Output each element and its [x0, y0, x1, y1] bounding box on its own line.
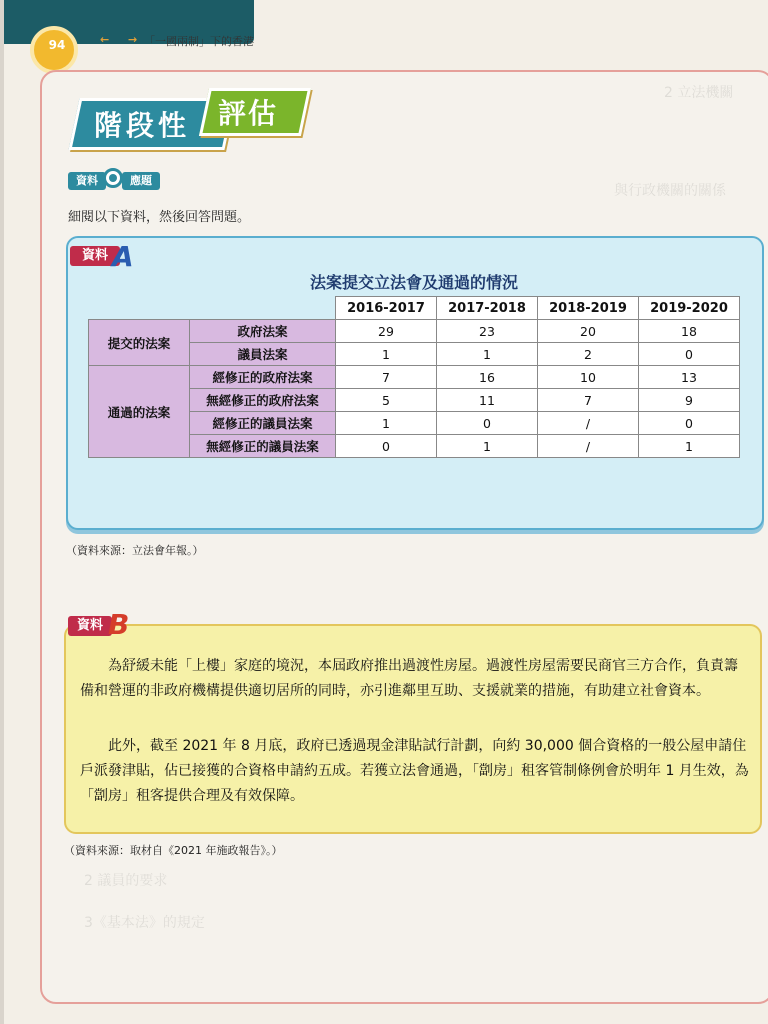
instruction-text: 細閱以下資料，然後回答問題。 [68, 210, 251, 225]
cell: 1 [437, 343, 538, 366]
cell: / [538, 412, 639, 435]
cell: 29 [336, 320, 437, 343]
breadcrumb: 「一國兩制」下的香港 [144, 35, 254, 48]
row-label: 無經修正的政府法案 [190, 389, 336, 412]
cell: 0 [437, 412, 538, 435]
cell: 2 [538, 343, 639, 366]
row-label: 議員法案 [190, 343, 336, 366]
material-a-label: 資料 [70, 246, 120, 266]
cell: 1 [336, 343, 437, 366]
material-b-letter: B [108, 608, 130, 641]
year-header: 2017-2018 [437, 297, 538, 320]
cell: / [538, 435, 639, 458]
group-passed: 通過的法案 [89, 366, 190, 458]
section-title-part2: 評估 [218, 97, 279, 130]
year-header: 2016-2017 [336, 297, 437, 320]
row-label: 無經修正的議員法案 [190, 435, 336, 458]
year-header: 2018-2019 [538, 297, 639, 320]
year-header: 2019-2020 [639, 297, 740, 320]
table-title: 法案提交立法會及通過的情況 [309, 273, 518, 292]
material-b-source: （資料來源：取材自《2021 年施政報告》。） [64, 844, 283, 857]
tag-yingti: 應題 [122, 172, 160, 190]
cell: 11 [437, 389, 538, 412]
arrow-right-icon: → [128, 33, 138, 46]
material-b-paragraph: 此外，截至 2021 年 8 月底，政府已透過現金津貼試行計劃，向約 30,000 個合資格的一般公屋申請住戶派發津貼，佔已接獲的合資格申請約五成。若獲立法會通過，「劏房」租客管制條例會於明年 1 月生效，為「劏房」租客提供合理及有效保障。 [80, 738, 749, 804]
material-a-letter: A [112, 240, 134, 273]
table-row [89, 366, 740, 389]
arrow-left-icon: ← [100, 33, 110, 46]
table-row [89, 320, 740, 343]
cell: 5 [336, 389, 437, 412]
cell: 1 [437, 435, 538, 458]
cell: 1 [639, 435, 740, 458]
cell: 10 [538, 366, 639, 389]
section-title-part1: 階段性 [94, 109, 191, 142]
material-b-label: 資料 [68, 616, 112, 636]
textbook-page: 94 ← → 「一國兩制」下的香港 2 立法機關 與行政機關的關係 階段性 評估 資料 應題 細閱以下資料，然後回答問題。 資料 A 法案提交立法會及通過的情況 2016-2017 2017-2018 2018-2019 2019-2020 提交的法案 政府法案 29 23 20 18 議員法案 1 1 2 0 通過的法案 經修正的政府法案 7 16 10 13 無經修正的政府法案 5 11 7 9 經修正的議員法案 1 0 / 0 無經修正的議員法案 0 1 / 1 （資料來源：立法會年報。） 資料 B 為舒緩未能「上樓」家庭的境況，本屆政府推出過渡性房屋。過渡性房屋需要民商官三方合作，負責籌備和營運的非政府機構提供適切居所的同時，亦引進鄰里互助、支援就業的措施，有助建立社會資本。 此外，截至 2021 年 8 月底，政府已透過現金津貼試行計劃，向約 30,000 個合資格的一般公屋申請住戶派發津貼，佔已接獲的合資格申請約五成。若獲立法會通過，「劏房」租客管制條例會於明年 1 月生效，為「劏房」租客提供合理及有效保障。 （資料來源：取材自《2021 年施政報告》。） 2 議員的要求 3《基本法》的規定 [4, 0, 768, 1024]
cell: 0 [639, 343, 740, 366]
cell: 9 [639, 389, 740, 412]
row-label: 經修正的議員法案 [190, 412, 336, 435]
tag-ziliao: 資料 [68, 172, 106, 190]
row-label: 經修正的政府法案 [190, 366, 336, 389]
page-number: 94 [48, 38, 66, 52]
cell: 7 [336, 366, 437, 389]
cell: 13 [639, 366, 740, 389]
material-a-source: （資料來源：立法會年報。） [66, 544, 204, 557]
group-submitted: 提交的法案 [89, 320, 190, 366]
cell: 0 [639, 412, 740, 435]
cell: 1 [336, 412, 437, 435]
bills-table [88, 296, 740, 458]
cell: 16 [437, 366, 538, 389]
cell: 18 [639, 320, 740, 343]
cell: 0 [336, 435, 437, 458]
material-b-paragraph: 為舒緩未能「上樓」家庭的境況，本屆政府推出過渡性房屋。過渡性房屋需要民商官三方合作，負責籌備和營運的非政府機構提供適切居所的同時，亦引進鄰里互助、支援就業的措施，有助建立社會資本。 [80, 658, 738, 699]
cell: 7 [538, 389, 639, 412]
row-label: 政府法案 [190, 320, 336, 343]
cell: 20 [538, 320, 639, 343]
cell: 23 [437, 320, 538, 343]
